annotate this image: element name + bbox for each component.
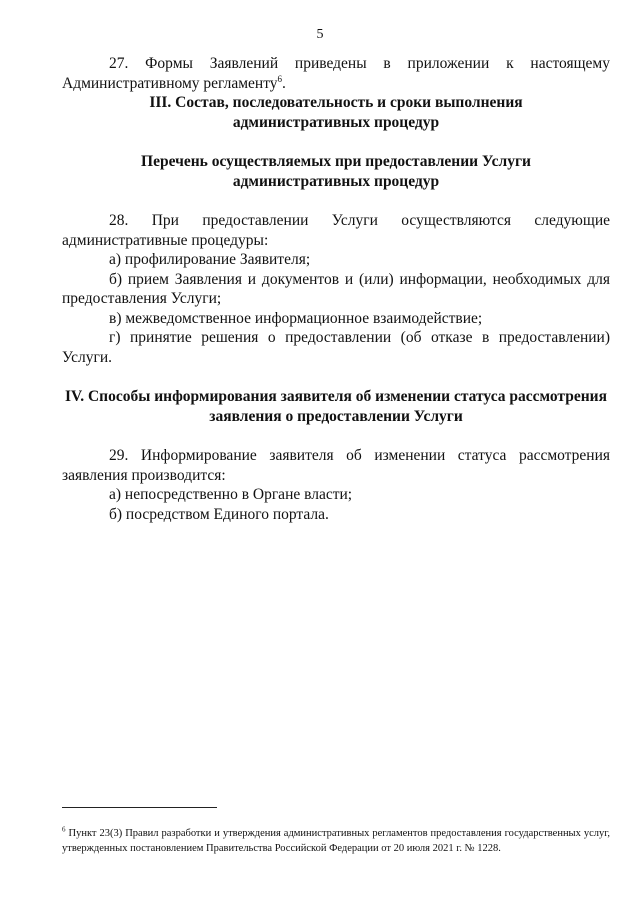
paragraph-29: 29. Информирование заявителя об изменении статуса рассмотрения заявления производится:: [62, 447, 610, 484]
list-item: г) принятие решения о предоставлении (об отказе в предоставлении) Услуги.: [62, 329, 610, 366]
section-3-title-line1: III. Состав, последовательность и сроки выполнения: [149, 94, 523, 111]
section-4-title-line1: IV. Способы информирования заявителя об изменении статуса рассмотрения: [65, 388, 607, 405]
paragraph-27: [62, 54, 610, 93]
footnote-divider: [62, 807, 217, 808]
list-item: в) межведомственное информационное взаимодействие;: [109, 309, 483, 327]
section-4-title: [62, 387, 610, 426]
paragraph-27-text: 27. Формы Заявлений приведены в приложении к настоящему Административному регламенту: [62, 55, 610, 92]
section-3-subtitle-line1: Перечень осуществляемых при предоставлении Услуги: [141, 153, 531, 170]
section-4-title-line2: заявления о предоставлении Услуги: [209, 407, 463, 425]
document-body: [62, 54, 610, 524]
footnote-mark: 6: [62, 825, 66, 833]
footnote: [62, 826, 610, 856]
page-number: 5: [316, 27, 324, 42]
footnote-ref: 6: [277, 73, 283, 84]
list-item: а) профилирование Заявителя;: [109, 251, 311, 268]
section-3-subtitle-line2: административных процедур: [232, 172, 440, 190]
section-3-title: [62, 93, 610, 132]
section-3-title-line2: административных процедур: [232, 113, 440, 131]
section-3-subtitle: [62, 152, 610, 191]
list-item: а) непосредственно в Органе власти;: [109, 486, 353, 503]
list-item: б) посредством Единого портала.: [109, 505, 329, 523]
paragraph-27-end: .: [282, 74, 286, 92]
paragraph-28: 28. При предоставлении Услуги осуществляются следующие административные процедуры:: [62, 212, 610, 249]
footnote-text: Пункт 23(3) Правил разработки и утверждения административных регламентов предоставления государственных услуг, утвержденных постановлением Правительства Российской Федерации от 20 июля 2021 г. № 1228.: [62, 827, 610, 854]
list-item: б) прием Заявления и документов и (или) информации, необходимых для предоставления Услуги;: [62, 270, 610, 307]
